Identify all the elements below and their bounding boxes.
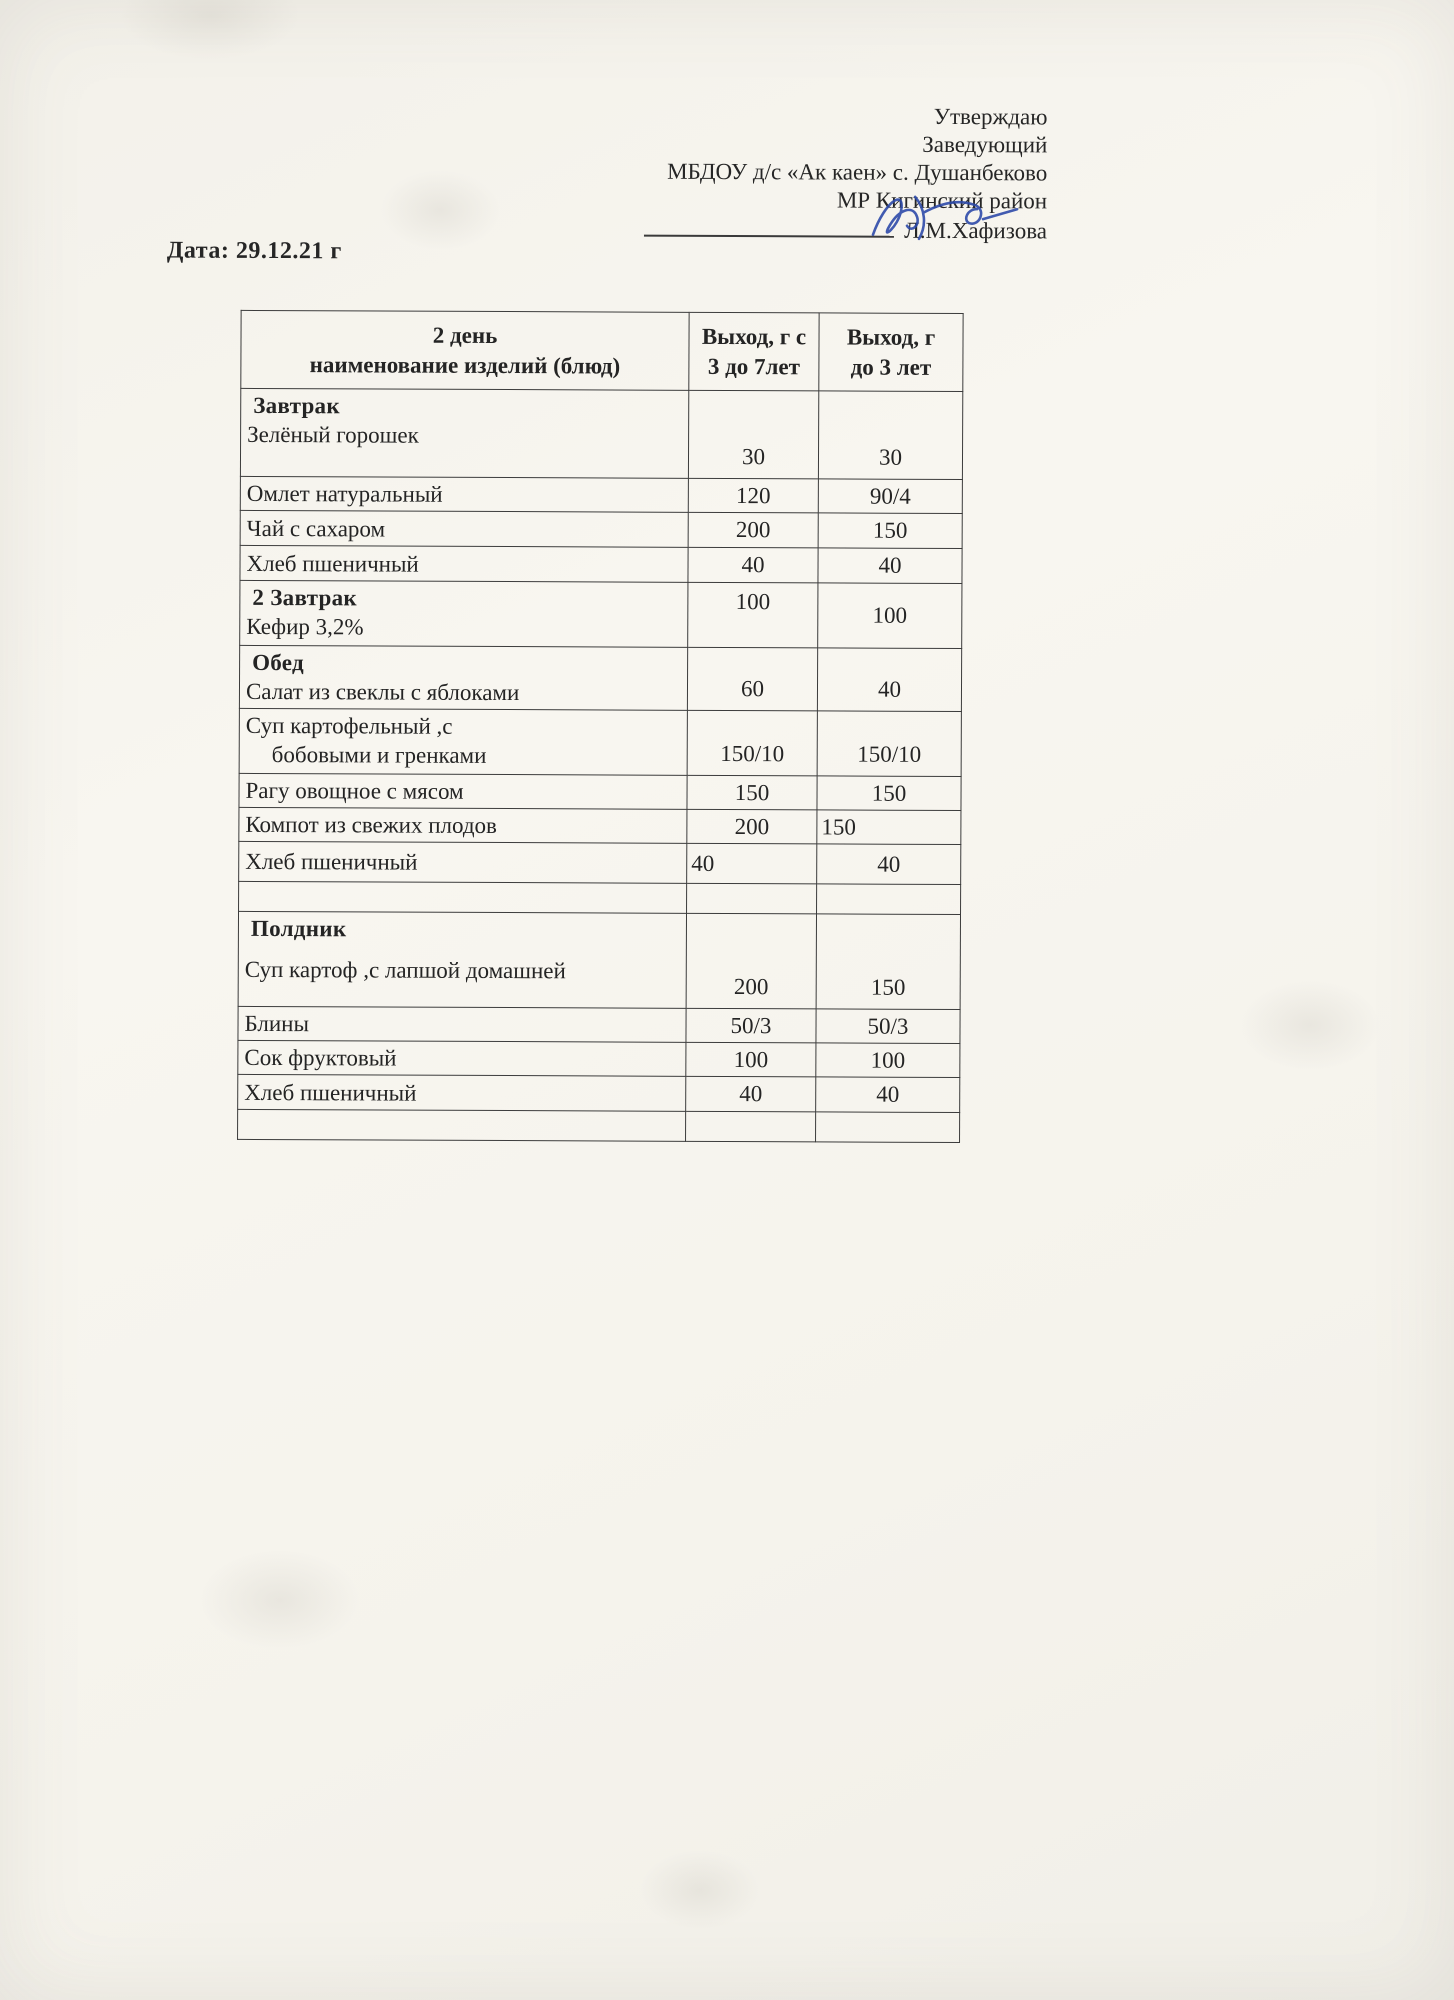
meal-section-label: Завтрак (253, 392, 340, 419)
dish-cell: Хлеб пшеничный (238, 1074, 686, 1111)
portion-under3-cell: 30 (818, 391, 962, 480)
table-row (240, 580, 962, 648)
portion-3-7-cell: 40 (686, 1076, 816, 1112)
table-row (238, 1040, 960, 1077)
dish-cell: Чай с сахаром (240, 510, 688, 547)
portion-3-7-cell (687, 883, 817, 914)
signature (859, 179, 1049, 260)
table-row (238, 1006, 960, 1043)
portion-under3-cell (817, 884, 961, 915)
dish-cell: Блины (238, 1006, 686, 1042)
portion-under3-cell (816, 1112, 960, 1143)
table-row-empty (239, 881, 961, 914)
dish-cell: Рагу овощное с мясом (239, 773, 687, 809)
portion-3-7-cell: 200 (686, 913, 816, 1009)
col-header-portion-3-7: Выход, г с 3 до 7лет (689, 312, 819, 391)
portion-under3-cell: 40 (817, 648, 961, 712)
approver-name: Л.М.Хафизова (904, 217, 1048, 244)
table-row (240, 476, 962, 513)
approval-line-utverzhdayu: Утверждаю (933, 103, 1048, 130)
table-row (239, 841, 961, 884)
header-day: 2 день (432, 322, 498, 348)
approval-line-org: МБДОУ д/с «Ак каен» с. Душанбеково (667, 158, 1048, 186)
meal-section-label: Обед (252, 649, 304, 676)
portion-under3-cell: 90/4 (818, 479, 962, 514)
portion-3-7-cell: 120 (688, 478, 818, 513)
approval-line-zaveduyushchiy: Заведующий (922, 131, 1048, 158)
portion-under3-cell: 150/10 (817, 711, 961, 777)
col-header-portion-under-3: Выход, г до 3 лет (819, 313, 963, 392)
portion-3-7-cell: 40 (688, 547, 818, 583)
table-row (240, 545, 962, 583)
table-row (238, 911, 960, 1009)
menu-table (237, 310, 964, 1143)
dish-cell: Сок фруктовый (238, 1040, 686, 1076)
portion-3-7-cell: 150 (687, 775, 817, 810)
meal-section-label: Полдник (250, 915, 347, 942)
portion-under3-cell: 100 (818, 583, 962, 649)
dish-cell (238, 1109, 686, 1141)
date-label: Дата: 29.12.21 г (166, 237, 342, 265)
table-header-row (241, 310, 963, 391)
dish-cell: Полдник Суп картоф ,с лапшой домашней (238, 911, 686, 1008)
portion-under3-cell: 150 (816, 914, 960, 1010)
dish-cell: Суп картофельный ,с бобовыми и гренками (239, 708, 687, 775)
portion-under3-cell: 150 (818, 513, 962, 549)
approval-line-district: МР Кигинский район (836, 187, 1048, 214)
portion-3-7-cell: 200 (688, 512, 818, 548)
table-row-empty (238, 1109, 960, 1142)
portion-3-7-cell: 150/10 (687, 710, 817, 776)
table-row (239, 708, 961, 776)
table-row (239, 645, 961, 711)
dish-cell: Омлет натуральный (240, 476, 688, 512)
portion-under3-cell: 100 (816, 1043, 960, 1078)
portion-3-7-cell: 100 (688, 582, 818, 648)
portion-3-7-cell: 40 (687, 843, 817, 884)
col-header-dishes (241, 310, 689, 390)
dish-cell: Компот из свежих плодов (239, 807, 687, 843)
table-row (240, 510, 962, 548)
table-row (240, 388, 962, 479)
dish-cell: Обед Салат из свеклы с яблоками (239, 645, 687, 710)
dish-cell: Завтрак Зелёный горошек (240, 388, 688, 478)
portion-3-7-cell: 30 (688, 390, 818, 479)
table-row (238, 1074, 960, 1112)
dish-cell: Хлеб пшеничный (240, 545, 688, 582)
dish-cell (239, 881, 687, 913)
header-dishes-label: наименование изделий (блюд) (309, 351, 621, 379)
portion-3-7-cell: 100 (686, 1042, 816, 1077)
portion-under3-cell: 150 (817, 810, 961, 845)
table-row (239, 807, 961, 844)
dish-cell: Хлеб пшеничный (239, 841, 687, 883)
signature-line (644, 231, 894, 238)
portion-3-7-cell: 60 (687, 647, 817, 711)
table-row (239, 773, 961, 810)
portion-under3-cell: 150 (817, 776, 961, 811)
portion-3-7-cell: 200 (687, 809, 817, 844)
portion-3-7-cell: 50/3 (686, 1008, 816, 1043)
dish-cell: 2 Завтрак Кефир 3,2% (240, 580, 688, 647)
meal-section-label: 2 Завтрак (252, 584, 358, 611)
portion-under3-cell: 50/3 (816, 1009, 960, 1044)
portion-under3-cell: 40 (817, 844, 961, 885)
portion-3-7-cell (686, 1111, 816, 1142)
portion-under3-cell: 40 (816, 1077, 960, 1113)
portion-under3-cell: 40 (818, 548, 962, 584)
